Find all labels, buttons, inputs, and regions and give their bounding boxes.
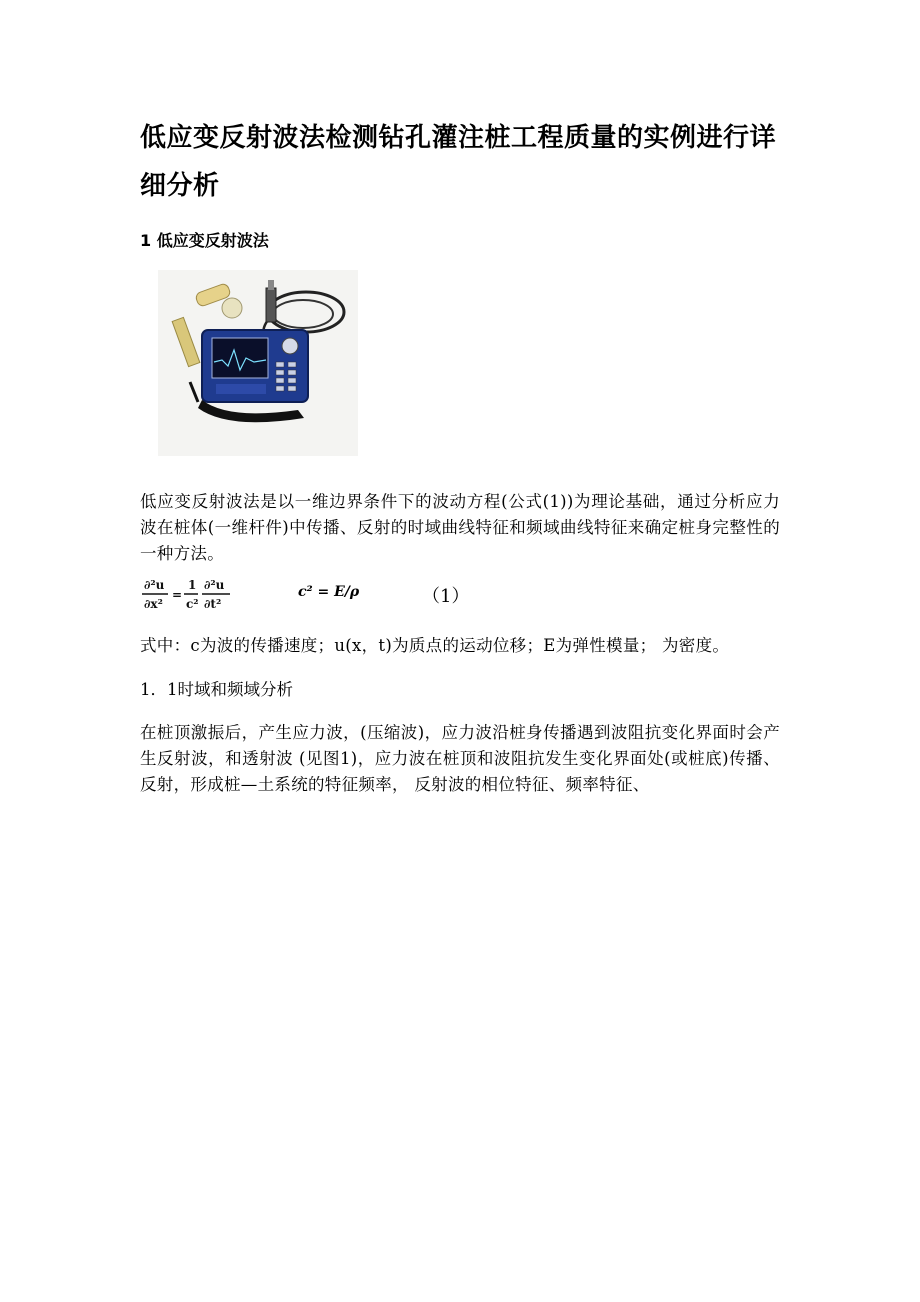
svg-text:=: =: [172, 588, 183, 602]
body-paragraph: 在桩顶激振后，产生应力波，(压缩波)，应力波沿桩身传播遇到波阻抗变化界面时会产生反射波，和透射波 (见图1)，应力波在桩顶和波阻抗发生变化界面处(或桩底)传播、反射，形成桩—土系统的特征频率， 反射波的相位特征、频率特征、: [140, 723, 780, 794]
instrument-photo: [158, 270, 358, 456]
subsection-heading: 1．1时域和频域分析: [140, 680, 293, 699]
svg-text:∂x²: ∂x²: [144, 597, 163, 611]
body-paragraph: 式中：c为波的传播速度；u(x，t)为质点的运动位移；E为弹性模量； 为密度。: [140, 636, 730, 655]
instrument-illustration: [158, 270, 358, 456]
body-paragraph: 低应变反射波法是以一维边界条件下的波动方程(公式(1))为理论基础，通过分析应力波在桩体(一维杆件)中传播、反射的时域曲线特征和频域曲线特征来确定桩身完整性的一种方法。: [140, 492, 780, 563]
svg-text:∂t²: ∂t²: [204, 597, 222, 611]
wave-velocity-relation: c² = E/ρ: [298, 584, 360, 600]
wave-equation-lhs: [140, 574, 260, 614]
svg-text:1: 1: [188, 578, 197, 592]
wave-equation: [140, 574, 500, 614]
svg-text:c²: c²: [186, 597, 199, 611]
document-title: 低应变反射波法检测钻孔灌注桩工程质量的实例进行详细分析: [140, 123, 777, 201]
section-heading: 1 低应变反射波法: [140, 231, 269, 250]
equation-number: （1）: [422, 586, 470, 607]
svg-text:∂²u: ∂²u: [144, 578, 165, 592]
svg-text:∂²u: ∂²u: [204, 578, 225, 592]
